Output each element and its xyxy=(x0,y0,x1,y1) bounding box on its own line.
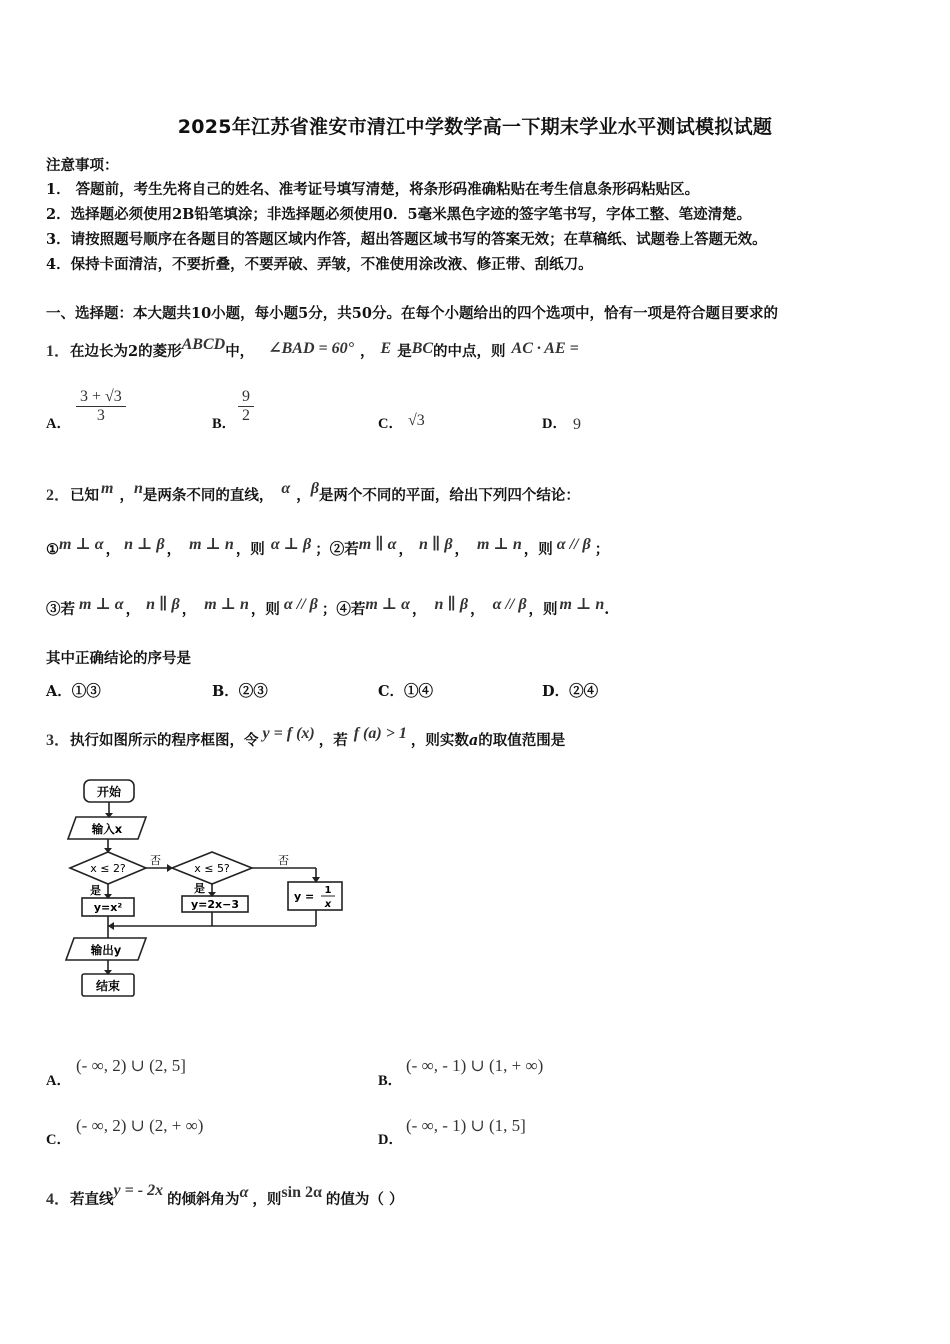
question-text: ；②若 xyxy=(315,541,359,558)
question-text: ， xyxy=(412,601,427,618)
circled-number: ③若 xyxy=(46,601,75,618)
flow-output-label: 输出y xyxy=(90,943,122,957)
question-2-prompt: 其中正确结论的序号是 xyxy=(46,650,191,667)
math-expr: m ⊥ n xyxy=(559,596,605,613)
flow-start-label: 开始 xyxy=(96,785,122,799)
question-text: 的中点，则 xyxy=(433,343,506,360)
option-a-label[interactable]: A． xyxy=(46,416,71,432)
option-d-label[interactable]: D． xyxy=(542,416,567,432)
flow-box-1-label: y=x² xyxy=(93,901,123,914)
flow-box-3-label: y = xyxy=(294,890,315,903)
flow-no-label: 否 xyxy=(150,854,161,867)
math-expr: m ⊥ n xyxy=(204,596,249,613)
program-flowchart xyxy=(56,772,356,1012)
math-expr: sin 2α xyxy=(281,1184,322,1201)
question-text: 已知 xyxy=(70,487,100,504)
notice-item: 1． 答题前，考生先将自己的姓名、准考证号填写清楚，将条形码准确粘贴在考生信息条形码粘贴区。 xyxy=(46,181,700,198)
math-expr: m ⊥ α xyxy=(365,596,411,613)
question-text: ， xyxy=(454,541,470,558)
math-expr: n ∥ β xyxy=(146,596,180,613)
option-c-value[interactable]: √3 xyxy=(408,412,425,429)
option-d-label[interactable]: D． xyxy=(378,1132,403,1148)
notice-item: 2．选择题必须使用2B铅笔填涂；非选择题必须使用0．5毫米黑色字迹的签字笔书写，字体工整、笔迹清楚。 xyxy=(46,206,752,223)
question-text: ， xyxy=(181,601,197,618)
math-expr: n ∥ β xyxy=(418,536,453,553)
math-expr: β xyxy=(310,480,319,497)
question-text: 是两条不同的直线， xyxy=(142,487,274,504)
option-d-value[interactable]: (- ∞, - 1) ∪ (1, 5] xyxy=(406,1116,526,1135)
option-b-label[interactable]: B． xyxy=(378,1073,403,1089)
fraction-denominator: 2 xyxy=(242,407,250,424)
question-text: 的倾斜角为 xyxy=(167,1191,240,1208)
section-heading: 一、选择题：本大题共10小题，每小题5分，共50分。在每个小题给出的四个选项中，恰有一项是符合题目要求的 xyxy=(46,305,778,322)
math-expr: α // β xyxy=(492,596,527,613)
question-text: 是两个不同的平面，给出下列四个结论： xyxy=(318,487,580,504)
math-expr: ∠BAD = 60° xyxy=(268,340,355,357)
question-text: ，则 xyxy=(235,541,265,558)
question-number: 4． xyxy=(46,1191,71,1208)
question-number: 2． xyxy=(46,487,71,504)
math-expr: n xyxy=(133,480,143,497)
flow-yes-label: 是 xyxy=(194,882,205,895)
question-text: ；④若 xyxy=(321,601,366,618)
math-expr: α // β xyxy=(283,596,318,613)
math-expr: BC xyxy=(411,340,434,357)
math-expr: y = f (x) xyxy=(262,725,315,742)
option-c-value[interactable]: (- ∞, 2) ∪ (2, + ∞) xyxy=(76,1116,204,1135)
math-expr: m xyxy=(101,480,114,497)
fraction-numerator: 3 + √3 xyxy=(76,388,126,407)
question-text: ， xyxy=(398,541,413,558)
question-2-row-2 xyxy=(46,598,609,619)
question-text: ， xyxy=(125,601,141,618)
flow-box-3-numerator: 1 xyxy=(324,885,332,896)
math-expr: m ⊥ α xyxy=(79,596,124,613)
math-expr: m ∥ α xyxy=(358,536,397,553)
option-a[interactable]: A．①③ xyxy=(46,683,101,700)
flow-decision-2-label: x ≤ 5? xyxy=(194,862,230,875)
notice-item: 4．保持卡面清洁，不要折叠，不要弄破、弄皱，不准使用涂改液、修正带、刮纸刀。 xyxy=(46,256,593,273)
question-text: 在边长为2的菱形 xyxy=(70,343,182,360)
question-text: ， xyxy=(470,601,485,618)
option-b-value[interactable]: (- ∞, - 1) ∪ (1, + ∞) xyxy=(406,1056,544,1075)
question-1 xyxy=(46,338,579,361)
flow-input-label: 输入x xyxy=(91,822,123,836)
math-expr: f (a) > 1 xyxy=(353,725,407,742)
question-text: ， xyxy=(360,343,375,360)
notice-heading: 注意事项： xyxy=(46,157,119,174)
question-text: ，则 xyxy=(523,541,553,558)
fraction-numerator: 9 xyxy=(238,388,254,407)
option-d[interactable]: D．②④ xyxy=(542,683,599,700)
question-text: ， xyxy=(119,487,134,504)
question-text: ，若 xyxy=(318,732,348,749)
math-expr: n ⊥ β xyxy=(124,536,165,553)
math-expr: m ⊥ n xyxy=(189,536,234,553)
question-text: 的取值范围是 xyxy=(478,732,566,749)
question-text: ，则 xyxy=(252,1191,282,1208)
flow-decision-1-label: x ≤ 2? xyxy=(90,862,126,875)
math-expr: α // β xyxy=(556,536,591,553)
page-title: 2025年江苏省淮安市清江中学数学高一下期末学业水平测试模拟试题 xyxy=(177,116,773,138)
question-text: ； xyxy=(594,541,610,558)
option-d-value[interactable]: 9 xyxy=(573,416,581,433)
math-expr: α ⊥ β xyxy=(270,536,312,553)
question-3 xyxy=(46,727,565,750)
question-text: ， xyxy=(105,541,121,558)
question-text: 的值为（ ） xyxy=(325,1191,404,1208)
flow-no-label: 否 xyxy=(278,854,289,867)
math-expr: ABCD xyxy=(181,336,226,353)
question-4 xyxy=(46,1182,404,1209)
question-text: 中， xyxy=(225,343,255,360)
option-c[interactable]: C．①④ xyxy=(378,683,434,700)
question-text: . xyxy=(604,601,610,618)
flow-yes-label: 是 xyxy=(90,884,101,897)
option-a-value[interactable]: (- ∞, 2) ∪ (2, 5] xyxy=(76,1056,186,1075)
fraction-denominator: 3 xyxy=(96,407,105,424)
question-text: ，则 xyxy=(528,601,558,618)
question-text: ，则 xyxy=(250,601,280,618)
math-expr: α xyxy=(281,480,291,497)
question-number: 1． xyxy=(46,343,71,360)
question-text: ， xyxy=(166,541,182,558)
question-text: ， xyxy=(296,487,311,504)
option-c-label[interactable]: C． xyxy=(378,416,403,432)
circled-number: ① xyxy=(46,541,59,558)
option-b-value[interactable] xyxy=(238,388,254,425)
question-2-row-1 xyxy=(46,538,609,559)
question-text: 是 xyxy=(397,343,412,360)
flow-box-2-label: y=2x−3 xyxy=(190,898,240,911)
math-expr: m ⊥ n xyxy=(477,536,522,553)
option-c-label[interactable]: C． xyxy=(46,1132,71,1148)
math-expr: a xyxy=(468,732,479,749)
option-b-label[interactable]: B． xyxy=(212,416,237,432)
question-text: 执行如图所示的程序框图，令 xyxy=(70,732,259,749)
option-b[interactable]: B．②③ xyxy=(212,683,268,700)
option-a-label[interactable]: A． xyxy=(46,1073,71,1089)
flow-box-3-denominator: x xyxy=(324,899,332,910)
math-expr: α xyxy=(239,1184,249,1201)
math-expr: E xyxy=(380,340,392,357)
question-text: ，则实数 xyxy=(410,732,469,749)
question-text: 若直线 xyxy=(70,1191,114,1208)
math-expr: m ⊥ α xyxy=(59,536,104,553)
math-expr: AC · AE = xyxy=(511,340,579,357)
option-a-value[interactable] xyxy=(76,388,126,425)
math-expr: n ∥ β xyxy=(434,596,469,613)
flow-end-label: 结束 xyxy=(95,979,121,993)
math-expr: y = - 2x xyxy=(113,1182,164,1199)
question-number: 3． xyxy=(46,732,71,749)
question-2 xyxy=(46,482,580,505)
notice-item: 3．请按照题号顺序在各题目的答题区域内作答，超出答题区域书写的答案无效；在草稿纸、试题卷上答题无效。 xyxy=(46,231,767,248)
